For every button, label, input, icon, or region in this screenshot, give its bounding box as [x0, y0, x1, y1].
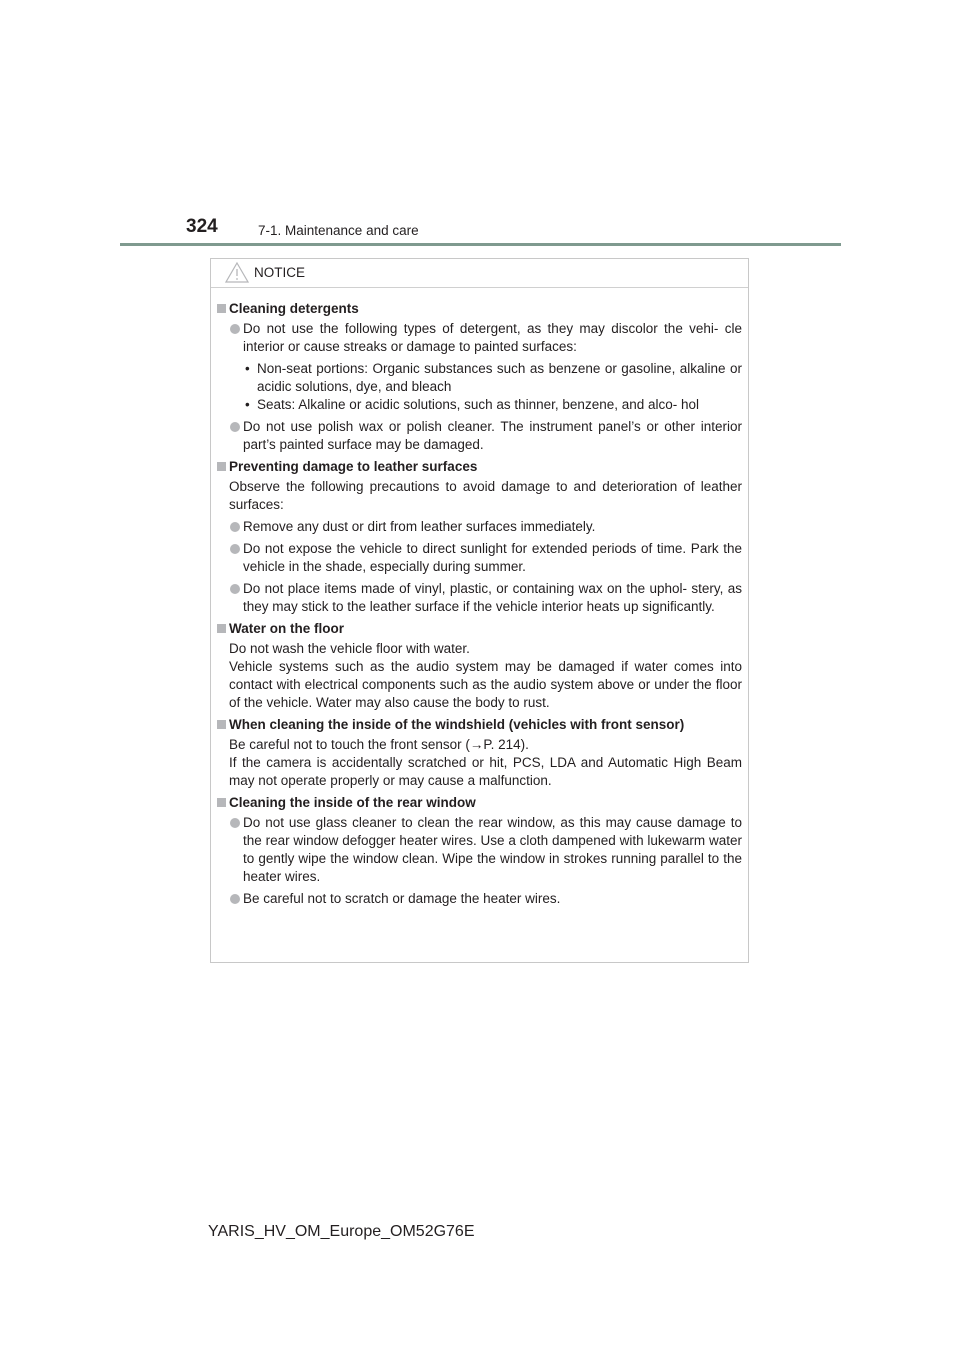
round-bullet-icon	[230, 818, 240, 828]
round-bullet-icon	[230, 422, 240, 432]
notice-label: NOTICE	[254, 265, 306, 280]
round-bullet-icon	[230, 894, 240, 904]
document-code: YARIS_HV_OM_Europe_OM52G76E	[208, 1223, 475, 1240]
sub-item: • Non-seat portions: Organic substances such as benzene or gasoline, alkaline or acidic solutions, dye, and bleach	[245, 361, 742, 394]
square-bullet-icon	[217, 304, 226, 313]
bullet-item: Do not expose the vehicle to direct sunlight for extended periods of time. Park the vehicle in the shade, especially during summer.	[215, 540, 742, 576]
round-bullet-icon	[230, 584, 240, 594]
intro-paragraph: Observe the following precautions to avoid damage to and deterioration of leather surfaces:	[229, 479, 742, 512]
paragraph: Vehicle systems such as the audio system may be damaged if water comes into contact with electrical components such as the audio system above or under the floor of the vehicle. Water may also cause the body to rust.	[229, 659, 742, 710]
notice-body	[211, 288, 748, 908]
page-number: 324	[186, 216, 218, 237]
section-title: 7-1. Maintenance and care	[258, 223, 419, 238]
bullet-item: Be careful not to scratch or damage the heater wires.	[215, 890, 742, 908]
square-bullet-icon	[217, 720, 226, 729]
round-bullet-icon	[230, 544, 240, 554]
notice-box	[210, 258, 749, 963]
square-bullet-icon	[217, 798, 226, 807]
section-heading: Cleaning the inside of the rear window	[215, 794, 742, 812]
bullet-item: Do not place items made of vinyl, plastic, or containing wax on the uphol- stery, as they may stick to the leather surface if the vehicle interior heats up significantly.	[215, 580, 742, 616]
section-heading: Preventing damage to leather surfaces	[215, 458, 742, 476]
round-bullet-icon	[230, 522, 240, 532]
bullet-item: Do not use glass cleaner to clean the rear window, as this may cause damage to the rear window defogger heater wires. Use a cloth dampened with lukewarm water to gently wipe the window clean. Wipe the window in strokes running parallel to the heater wires.	[215, 814, 742, 886]
bullet-item: Do not use the following types of detergent, as they may discolor the vehi- cle interior or cause streaks or damage to painted surfaces:	[215, 320, 742, 356]
square-bullet-icon	[217, 462, 226, 471]
section-heading: When cleaning the inside of the windshield (vehicles with front sensor)	[215, 716, 742, 734]
square-bullet-icon	[217, 624, 226, 633]
section-heading: Water on the floor	[215, 620, 742, 638]
paragraph: Be careful not to touch the front sensor (→P. 214).	[229, 737, 529, 752]
round-bullet-icon	[230, 324, 240, 334]
paragraph: If the camera is accidentally scratched or hit, PCS, LDA and Automatic High Beam may not operate properly or may cause a malfunction.	[229, 755, 742, 788]
header-rule	[120, 243, 841, 246]
warning-triangle-icon	[225, 262, 249, 283]
notice-header	[211, 259, 748, 288]
paragraph: Do not wash the vehicle floor with water.	[229, 641, 470, 656]
sub-item: • Seats: Alkaline or acidic solutions, such as thinner, benzene, and alco- hol	[245, 397, 700, 412]
bullet-item: Do not use polish wax or polish cleaner. The instrument panel’s or other interior part’s painted surface may be damaged.	[215, 418, 742, 454]
section-heading: Cleaning detergents	[215, 300, 742, 318]
bullet-item: Remove any dust or dirt from leather surfaces immediately.	[215, 518, 742, 536]
